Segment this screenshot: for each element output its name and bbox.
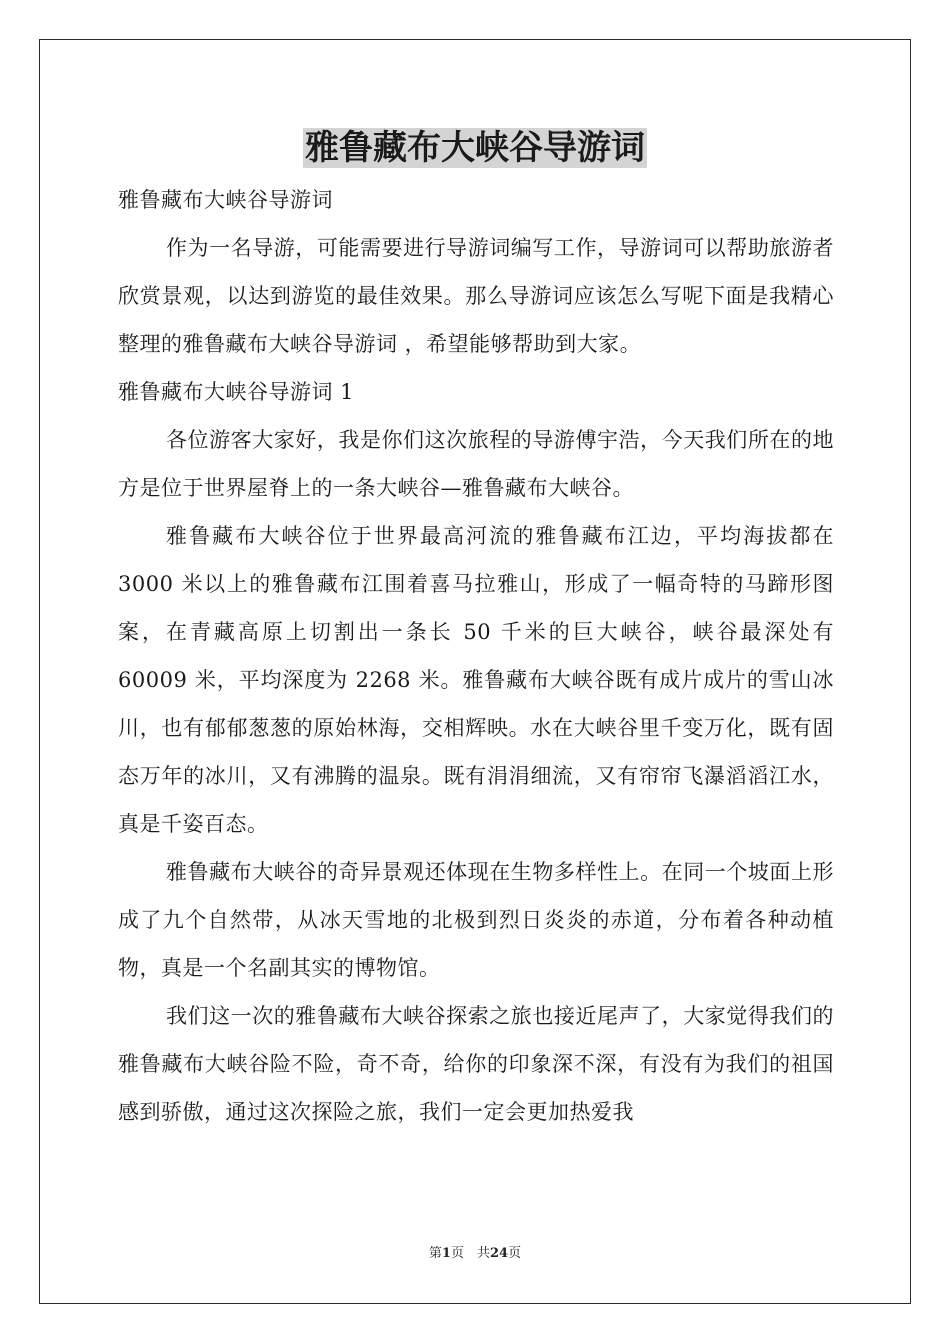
paragraph: 雅鲁藏布大峡谷位于世界最高河流的雅鲁藏布江边，平均海拔都在 3000 米以上的雅鲁藏布江围着喜马拉雅山，形成了一幅奇特的马蹄形图案，在青藏高原上切割出一条长 50 千米的巨大峡谷，峡谷最深处有 60009 米，平均深度为 2268 米。雅鲁藏布大峡谷既有成片成片的雪山冰川，也有郁郁葱葱的原始林海，交相辉映。水在大峡谷里千变万化，既有固态万年的冰川，又有沸腾的温泉。既有涓涓细流，又有帘帘飞瀑滔滔江水，真是千姿百态。 (118, 524, 834, 836)
document-body (118, 176, 834, 1136)
paragraph: 各位游客大家好，我是你们这次旅程的导游傅宇浩，今天我们所在的地方是位于世界屋脊上的一条大峡谷—雅鲁藏布大峡谷。 (118, 428, 834, 500)
page-label-mid: 页 共 (450, 1246, 490, 1261)
page-footer (0, 1242, 950, 1261)
page-label-prefix: 第 (428, 1246, 442, 1261)
paragraph: 我们这一次的雅鲁藏布大峡谷探索之旅也接近尾声了，大家觉得我们的雅鲁藏布大峡谷险不险，奇不奇，给你的印象深不深，有没有为我们的祖国感到骄傲，通过这次探险之旅，我们一定会更加热爱我 (118, 1004, 834, 1124)
paragraph: 雅鲁藏布大峡谷的奇异景观还体现在生物多样性上。在同一个坡面上形成了九个自然带，从冰天雪地的北极到烈日炎炎的赤道，分布着各种动植物，真是一个名副其实的博物馆。 (118, 860, 834, 980)
page-number: 1 (441, 1246, 451, 1261)
document-title-text: 雅鲁藏布大峡谷导游词 (305, 128, 645, 168)
section-heading: 雅鲁藏布大峡谷导游词 1 (118, 380, 355, 404)
paragraph: 作为一名导游，可能需要进行导游词编写工作，导游词可以帮助旅游者欣赏景观，以达到游览的最佳效果。那么导游词应该怎么写呢下面是我精心整理的雅鲁藏布大峡谷导游词 ，希望能够帮助到大家。 (118, 236, 834, 356)
page-total: 24 (489, 1246, 509, 1261)
document-title (0, 126, 950, 170)
paragraph: 雅鲁藏布大峡谷导游词 (118, 188, 333, 212)
page-label-suffix: 页 (508, 1246, 522, 1261)
